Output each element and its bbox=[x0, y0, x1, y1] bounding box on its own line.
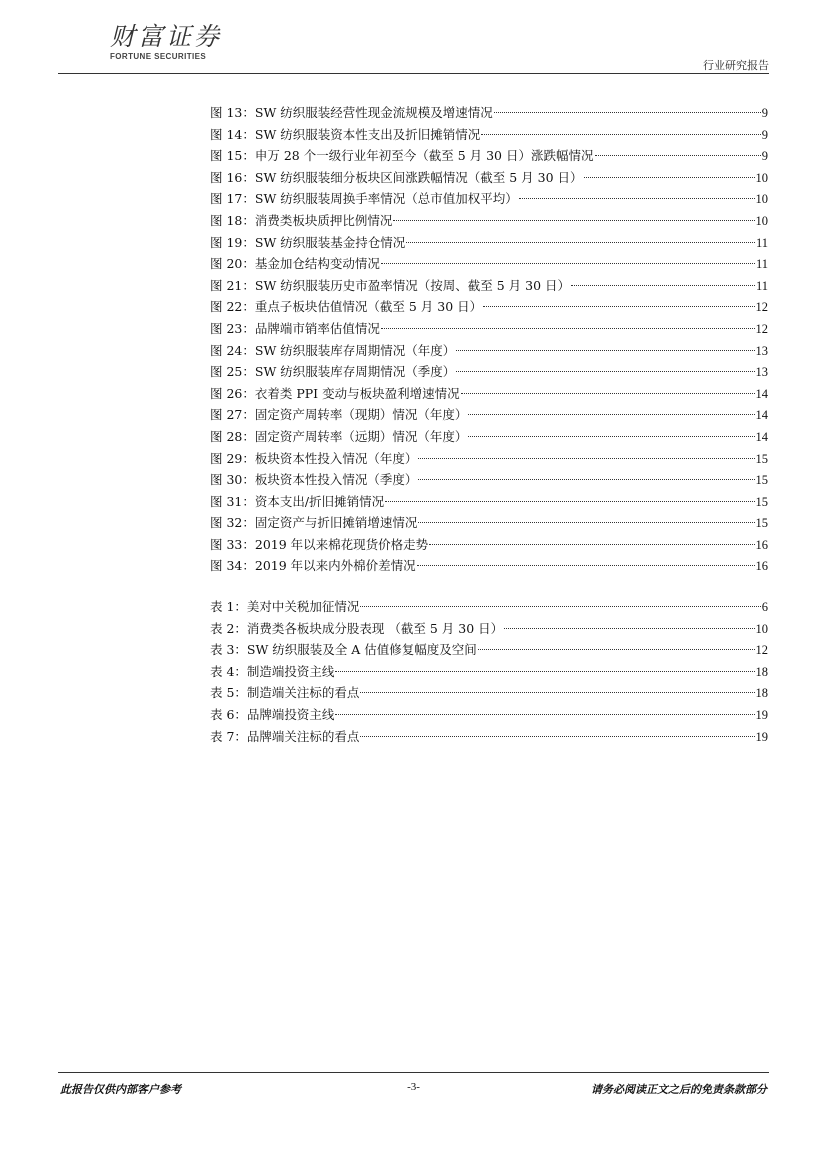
toc-entry-page: 16 bbox=[755, 559, 768, 574]
toc-entry-page: 11 bbox=[755, 257, 768, 272]
table-toc-entry[interactable] bbox=[210, 704, 768, 726]
dot-leader bbox=[393, 220, 754, 221]
figure-toc-entry[interactable] bbox=[210, 469, 768, 491]
figure-toc-entry[interactable] bbox=[210, 102, 768, 124]
figure-toc-entry[interactable] bbox=[210, 491, 768, 513]
toc-entry-label: 图 32：固定资产与折旧摊销增速情况 bbox=[210, 515, 418, 531]
dot-leader bbox=[595, 155, 761, 156]
page-number: -3- bbox=[407, 1081, 420, 1093]
toc-entry-label: 图 14：SW 纺织服装资本性支出及折旧摊销情况 bbox=[210, 126, 481, 142]
toc-entry-label: 表 7：品牌端关注标的看点 bbox=[210, 728, 360, 744]
toc-entry-page: 11 bbox=[755, 278, 768, 293]
figure-toc-entry[interactable] bbox=[210, 167, 768, 189]
toc-entry-label: 图 23：品牌端市销率估值情况 bbox=[210, 320, 380, 336]
dot-leader bbox=[584, 177, 755, 178]
dot-leader bbox=[461, 393, 755, 394]
toc-entry-page: 15 bbox=[755, 494, 768, 509]
dot-leader bbox=[360, 736, 754, 737]
toc-entry-label: 表 3：SW 纺织服装及全 A 估值修复幅度及空间 bbox=[210, 642, 477, 658]
figure-toc-entry[interactable] bbox=[210, 340, 768, 362]
table-toc-entry[interactable] bbox=[210, 661, 768, 683]
dot-leader bbox=[429, 544, 754, 545]
toc-entry-label: 图 33：2019 年以来棉花现货价格走势 bbox=[210, 536, 429, 552]
toc-entry-page: 12 bbox=[755, 300, 768, 315]
figure-toc-entry[interactable] bbox=[210, 210, 768, 232]
dot-leader bbox=[360, 606, 760, 607]
dot-leader bbox=[483, 306, 754, 307]
figure-toc-entry[interactable] bbox=[210, 512, 768, 534]
toc-entry-label: 表 1：美对中关税加征情况 bbox=[210, 599, 360, 614]
dot-leader bbox=[360, 692, 754, 693]
dot-leader bbox=[335, 671, 754, 672]
table-toc-entry[interactable] bbox=[210, 596, 768, 618]
figure-toc-entry[interactable] bbox=[210, 318, 768, 340]
toc-entry-page: 14 bbox=[755, 429, 768, 444]
company-logo bbox=[110, 22, 250, 61]
toc-entry-label: 表 6：品牌端投资主线 bbox=[210, 706, 335, 722]
dot-leader bbox=[418, 479, 754, 480]
toc-entry-page: 6 bbox=[761, 600, 768, 614]
footer-divider bbox=[58, 1072, 769, 1073]
dot-leader bbox=[494, 112, 761, 113]
logo-english: FORTUNE SECURITIES bbox=[110, 52, 207, 61]
toc-entry-label: 图 31：资本支出/折旧摊销情况 bbox=[210, 493, 385, 509]
figure-toc-entry[interactable] bbox=[210, 232, 768, 254]
toc-entry-label: 图 20：基金加仓结构变动情况 bbox=[210, 256, 380, 272]
toc-entry-label: 图 18：消费类板块质押比例情况 bbox=[210, 212, 393, 228]
dot-leader bbox=[406, 242, 755, 243]
toc-entry-page: 14 bbox=[755, 386, 768, 401]
figure-index bbox=[210, 102, 768, 577]
figure-toc-entry[interactable] bbox=[210, 188, 768, 210]
figure-toc-entry[interactable] bbox=[210, 383, 768, 405]
toc-entry-page: 15 bbox=[755, 473, 768, 488]
toc-entry-page: 14 bbox=[755, 408, 768, 423]
toc-entry-label: 图 25：SW 纺织服装库存周期情况（季度） bbox=[210, 364, 456, 380]
toc-entry-page: 15 bbox=[755, 516, 768, 531]
dot-leader bbox=[468, 414, 754, 415]
logo-chinese: 财富证券 bbox=[110, 22, 223, 51]
dot-leader bbox=[571, 285, 755, 286]
table-toc-entry[interactable] bbox=[210, 682, 768, 704]
toc-entry-page: 9 bbox=[761, 127, 768, 142]
toc-entry-page: 10 bbox=[755, 213, 768, 228]
toc-entry-label: 表 2：消费类各板块成分股表现 （截至 5 月 30 日） bbox=[210, 620, 504, 636]
toc-entry-label: 图 26：衣着类 PPI 变动与板块盈利增速情况 bbox=[210, 385, 460, 401]
toc-entry-page: 13 bbox=[755, 365, 768, 380]
dot-leader bbox=[519, 198, 755, 199]
dot-leader bbox=[381, 263, 755, 264]
figure-toc-entry[interactable] bbox=[210, 253, 768, 275]
toc-entry-page: 13 bbox=[755, 343, 768, 358]
toc-entry-page: 18 bbox=[755, 686, 768, 701]
figure-toc-entry[interactable] bbox=[210, 534, 768, 556]
toc-entry-label: 图 27：固定资产周转率（现期）情况（年度） bbox=[210, 407, 468, 423]
toc-entry-page: 11 bbox=[755, 235, 768, 250]
table-toc-entry[interactable] bbox=[210, 726, 768, 748]
dot-leader bbox=[468, 436, 754, 437]
dot-leader bbox=[456, 371, 754, 372]
table-toc-entry[interactable] bbox=[210, 618, 768, 640]
toc-entry-label: 图 24：SW 纺织服装库存周期情况（年度） bbox=[210, 342, 456, 358]
dot-leader bbox=[417, 565, 755, 566]
footer-disclaimer: 此报告仅供内部客户参考 bbox=[60, 1083, 181, 1096]
dot-leader bbox=[481, 134, 760, 135]
table-toc-entry[interactable] bbox=[210, 639, 768, 661]
toc-entry-page: 10 bbox=[755, 621, 768, 636]
toc-entry-label: 图 30：板块资本性投入情况（季度） bbox=[210, 472, 418, 488]
dot-leader bbox=[335, 714, 754, 715]
toc-entry-page: 9 bbox=[761, 149, 768, 164]
toc-entry-page: 9 bbox=[761, 106, 768, 120]
document-type: 行业研究报告 bbox=[703, 59, 769, 72]
toc-entry-label: 图 29：板块资本性投入情况（年度） bbox=[210, 450, 418, 466]
dot-leader bbox=[418, 522, 754, 523]
toc-entry-label: 图 17：SW 纺织服装周换手率情况（总市值加权平均） bbox=[210, 191, 518, 207]
toc-entry-page: 12 bbox=[755, 321, 768, 336]
toc-entry-page: 15 bbox=[755, 451, 768, 466]
toc-entry-label: 图 22：重点子板块估值情况（截至 5 月 30 日） bbox=[210, 299, 483, 315]
dot-leader bbox=[381, 328, 755, 329]
figure-toc-entry[interactable] bbox=[210, 124, 768, 146]
header-divider bbox=[58, 73, 769, 74]
toc-entry-page: 16 bbox=[755, 537, 768, 552]
figure-toc-entry[interactable] bbox=[210, 448, 768, 470]
toc-entry-label: 表 4：制造端投资主线 bbox=[210, 663, 335, 679]
toc-entry-label: 图 28：固定资产周转率（远期）情况（年度） bbox=[210, 428, 468, 444]
toc-entry-label: 图 15：申万 28 个一级行业年初至今（截至 5 月 30 日）涨跌幅情况 bbox=[210, 148, 594, 164]
figure-toc-entry[interactable] bbox=[210, 404, 768, 426]
dot-leader bbox=[478, 649, 755, 650]
dot-leader bbox=[418, 458, 754, 459]
figure-toc-entry[interactable] bbox=[210, 426, 768, 448]
toc-entry-label: 表 5：制造端关注标的看点 bbox=[210, 685, 360, 701]
toc-entry-label: 图 34：2019 年以来内外棉价差情况 bbox=[210, 558, 416, 574]
toc-entry-label: 图 19：SW 纺织服装基金持仓情况 bbox=[210, 234, 406, 250]
toc-entry-page: 12 bbox=[755, 643, 768, 658]
table-index bbox=[210, 596, 768, 747]
figure-toc-entry[interactable] bbox=[210, 296, 768, 318]
dot-leader bbox=[456, 350, 754, 351]
toc-entry-page: 19 bbox=[755, 729, 768, 744]
dot-leader bbox=[504, 628, 754, 629]
figure-toc-entry[interactable] bbox=[210, 361, 768, 383]
toc-entry-label: 图 21：SW 纺织服装历史市盈率情况（按周、截至 5 月 30 日） bbox=[210, 277, 571, 293]
figure-toc-entry[interactable] bbox=[210, 555, 768, 577]
toc-entry-page: 10 bbox=[755, 192, 768, 207]
toc-entry-page: 10 bbox=[755, 170, 768, 185]
toc-entry-label: 图 13：SW 纺织服装经营性现金流规模及增速情况 bbox=[210, 105, 493, 120]
toc-entry-page: 19 bbox=[755, 707, 768, 722]
footer-notice: 请务必阅读正文之后的免责条款部分 bbox=[591, 1083, 767, 1096]
toc-entry-label: 图 16：SW 纺织服装细分板块区间涨跌幅情况（截至 5 月 30 日） bbox=[210, 169, 583, 185]
figure-toc-entry[interactable] bbox=[210, 275, 768, 297]
toc-entry-page: 18 bbox=[755, 664, 768, 679]
figure-toc-entry[interactable] bbox=[210, 145, 768, 167]
dot-leader bbox=[385, 501, 754, 502]
